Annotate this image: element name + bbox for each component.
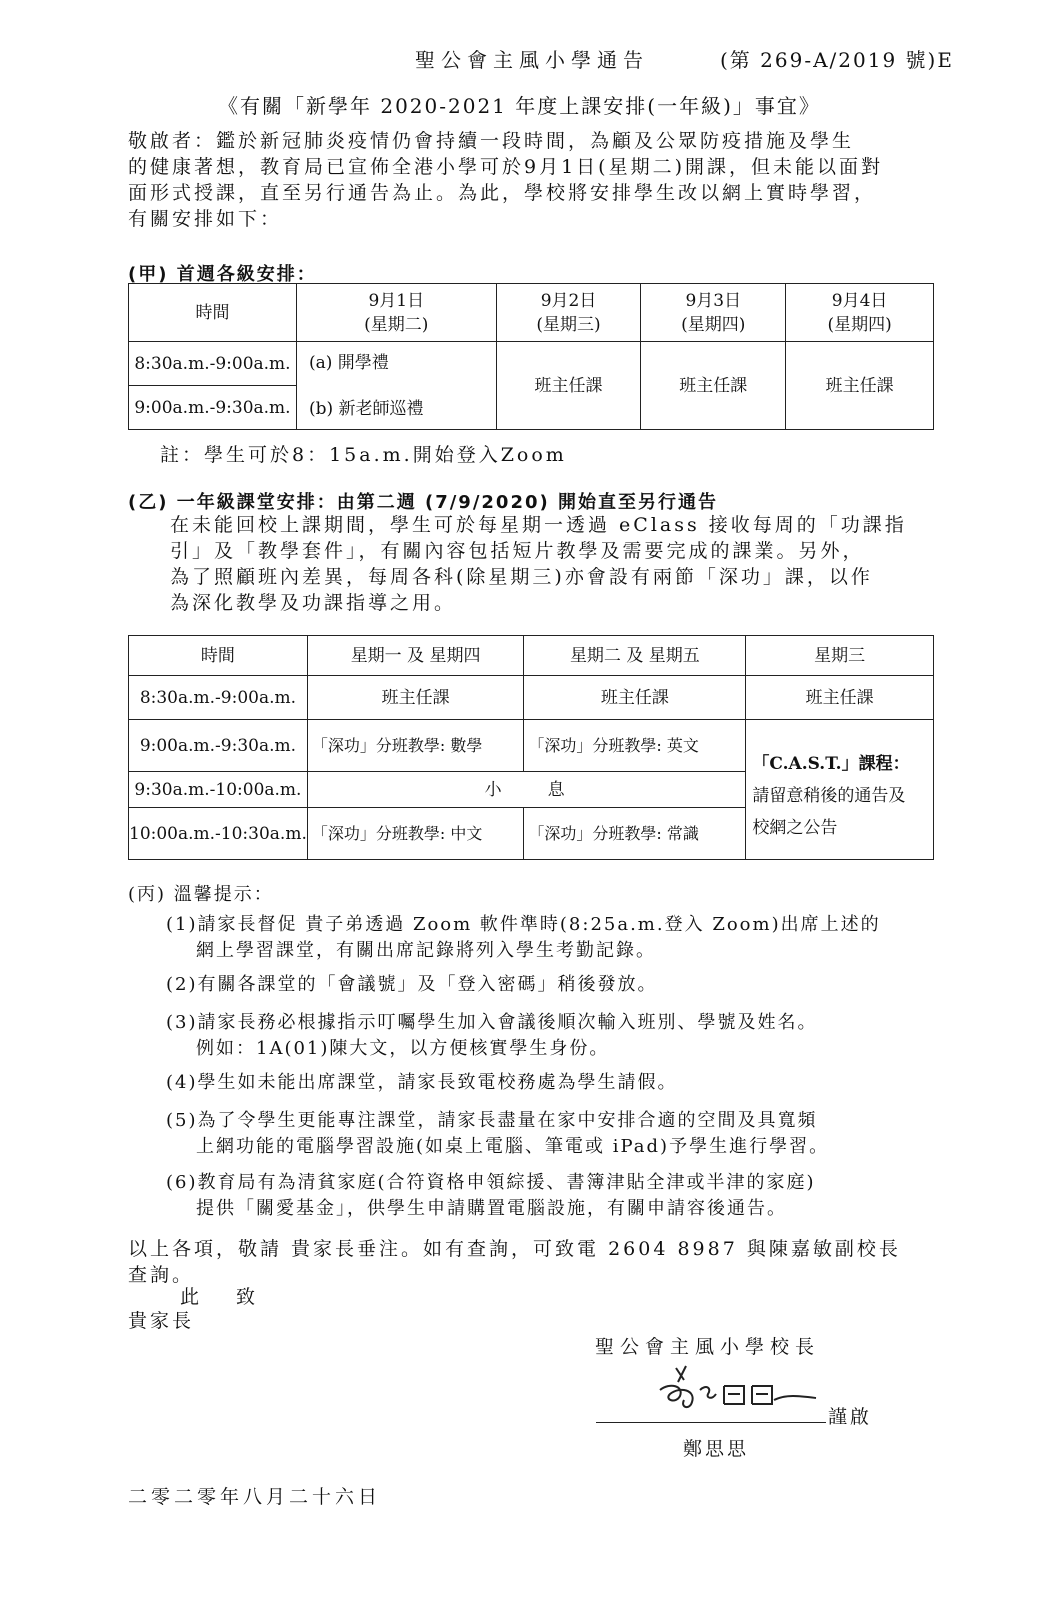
login-note: 註：學生可於8：15a.m.開始登入Zoom bbox=[160, 444, 567, 466]
day-header: 9月2日 (星期三) bbox=[496, 284, 641, 342]
tip-item bbox=[166, 1010, 818, 1062]
col-header: 星期一 及 星期四 bbox=[307, 636, 523, 676]
time-header: 時間 bbox=[129, 284, 297, 342]
handwritten-signature bbox=[640, 1360, 820, 1420]
intro-line: 面形式授課，直至另行通告為止。為此，學校將安排學生改以網上實時學習， bbox=[128, 182, 877, 204]
tip-line: (1)請家長督促 貴子弟透過 Zoom 軟件準時(8:25a.m.登入 Zoom)出席上述的 bbox=[166, 914, 881, 935]
tip-item bbox=[166, 972, 658, 998]
signature-line bbox=[596, 1422, 826, 1423]
section3-heading: (丙) 溫馨提示： bbox=[128, 884, 274, 905]
section2-line: 為深化教學及功課指導之用。 bbox=[170, 592, 457, 614]
school-notice-title: 聖公會主風小學通告 bbox=[415, 48, 649, 72]
class-teacher-cell: 班主任課 bbox=[307, 676, 523, 720]
closing-paragraph bbox=[128, 1236, 901, 1288]
tip-line: (4)學生如未能出席課堂，請家長致電校務處為學生請假。 bbox=[166, 1072, 678, 1093]
intro-line: 的健康著想，教育局已宣佈全港小學可於9月1日(星期二)開課，但未能以面對 bbox=[128, 156, 884, 178]
tip-line: (2)有關各課堂的「會議號」及「登入密碼」稍後發放。 bbox=[166, 974, 658, 995]
day-header: 9月3日 (星期四) bbox=[641, 284, 786, 342]
intro-line: 有關安排如下： bbox=[128, 208, 283, 230]
section2-heading: (乙) 一年級課堂安排：由第二週 (7/9/2020) 開始直至另行通告 bbox=[128, 492, 718, 513]
col-header: 時間 bbox=[129, 636, 308, 676]
section2-line: 為了照顧班內差異，每周各科(除星期三)亦會設有兩節「深功」課，以作 bbox=[170, 566, 873, 588]
day-header: 9月1日 (星期二) bbox=[296, 284, 496, 342]
time-cell: 10:00a.m.-10:30a.m. bbox=[129, 808, 308, 860]
tip-line: 上網功能的電腦學習設施(如桌上電腦、筆電或 iPad)予學生進行學習。 bbox=[196, 1136, 830, 1157]
time-cell: 8:30a.m.-9:00a.m. bbox=[129, 676, 308, 720]
time-cell: 9:00a.m.-9:30a.m. bbox=[129, 720, 308, 772]
chinese-cell: 「深功」分班教學: 中文 bbox=[307, 808, 523, 860]
principal-title: 聖公會主風小學校長 bbox=[595, 1336, 821, 1358]
time-cell: 9:30a.m.-10:00a.m. bbox=[129, 772, 308, 808]
class-teacher-cell: 班主任課 bbox=[496, 342, 641, 430]
notice-number: (第 269-A/2019 號)E bbox=[720, 48, 954, 72]
tip-line: (3)請家長務必根據指示叮囑學生加入會議後順次輸入班別、學號及姓名。 bbox=[166, 1012, 818, 1033]
tip-item bbox=[166, 1170, 816, 1222]
grade1-schedule-table bbox=[128, 635, 934, 860]
english-cell: 「深功」分班教學: 英文 bbox=[524, 720, 746, 772]
ci-text: 此 bbox=[180, 1286, 203, 1308]
closing-line: 以上各項，敬請 貴家長垂注。如有查詢，可致電 2604 8987 與陳嘉敏副校長 bbox=[128, 1238, 901, 1260]
zhi-text: 致 bbox=[236, 1286, 259, 1308]
cast-title: 「C.A.S.T.」課程： bbox=[752, 754, 910, 774]
tip-line: (6)教育局有為清貧家庭(合符資格申領綜援、書簿津貼全津或半津的家庭) bbox=[166, 1172, 816, 1193]
section2-line: 在未能回校上課期間，學生可於每星期一透過 eClass 接收每周的「功課指 bbox=[170, 514, 907, 536]
opening-ceremony: (a) 開學禮 bbox=[308, 352, 389, 373]
section1-heading: (甲) 首週各級安排： bbox=[128, 264, 317, 285]
principal-name: 鄭思思 bbox=[683, 1438, 750, 1460]
class-teacher-cell: 班主任課 bbox=[641, 342, 786, 430]
intro-line: 敬啟者：鑑於新冠肺炎疫情仍會持續一段時間，為顧及公眾防疫措施及學生 bbox=[128, 130, 855, 152]
day1-activities bbox=[296, 342, 496, 430]
col-header: 星期三 bbox=[746, 636, 934, 676]
closing-line: 查詢。 bbox=[128, 1264, 195, 1286]
recipient: 貴家長 bbox=[128, 1310, 195, 1332]
tip-line: 網上學習課堂，有關出席記錄將列入學生考勤記錄。 bbox=[196, 940, 656, 961]
tip-item bbox=[166, 1070, 678, 1096]
teacher-parade: (b) 新老師巡禮 bbox=[308, 398, 424, 419]
tip-line: 例如：1A(01)陳大文，以方便核實學生身份。 bbox=[196, 1038, 610, 1059]
day-header: 9月4日 (星期四) bbox=[786, 284, 934, 342]
cast-line: 請留意稍後的通告及 bbox=[752, 786, 906, 806]
math-cell: 「深功」分班教學: 數學 bbox=[307, 720, 523, 772]
tip-item bbox=[166, 912, 881, 964]
class-teacher-cell: 班主任課 bbox=[786, 342, 934, 430]
tip-line: 提供「關愛基金」，供學生申請購置電腦設施，有關申請容後通告。 bbox=[196, 1198, 787, 1219]
respectfully-text: 謹啟 bbox=[828, 1406, 873, 1428]
cast-line: 校網之公告 bbox=[752, 818, 838, 838]
tip-line: (5)為了令學生更能專注課堂，請家長盡量在家中安排合適的空間及具寬頻 bbox=[166, 1110, 818, 1131]
document-title: 《有關「新學年 2020-2021 年度上課安排(一年級)」事宜》 bbox=[218, 94, 821, 118]
section2-line: 引」及「教學套件」，有關內容包括短片教學及需要完成的課業。另外， bbox=[170, 540, 865, 562]
break-cell: 小 息 bbox=[307, 772, 746, 808]
class-teacher-cell: 班主任課 bbox=[524, 676, 746, 720]
time-cell: 8:30a.m.-9:00a.m. bbox=[129, 342, 297, 386]
intro-paragraph bbox=[128, 128, 883, 232]
time-cell: 9:00a.m.-9:30a.m. bbox=[129, 386, 297, 430]
section2-paragraph bbox=[170, 512, 907, 616]
cast-cell bbox=[746, 720, 934, 860]
class-teacher-cell: 班主任課 bbox=[746, 676, 934, 720]
document-date: 二零二零年八月二十六日 bbox=[128, 1486, 382, 1508]
col-header: 星期二 及 星期五 bbox=[524, 636, 746, 676]
first-week-table bbox=[128, 283, 934, 430]
general-studies-cell: 「深功」分班教學: 常識 bbox=[524, 808, 746, 860]
tip-item bbox=[166, 1108, 829, 1160]
